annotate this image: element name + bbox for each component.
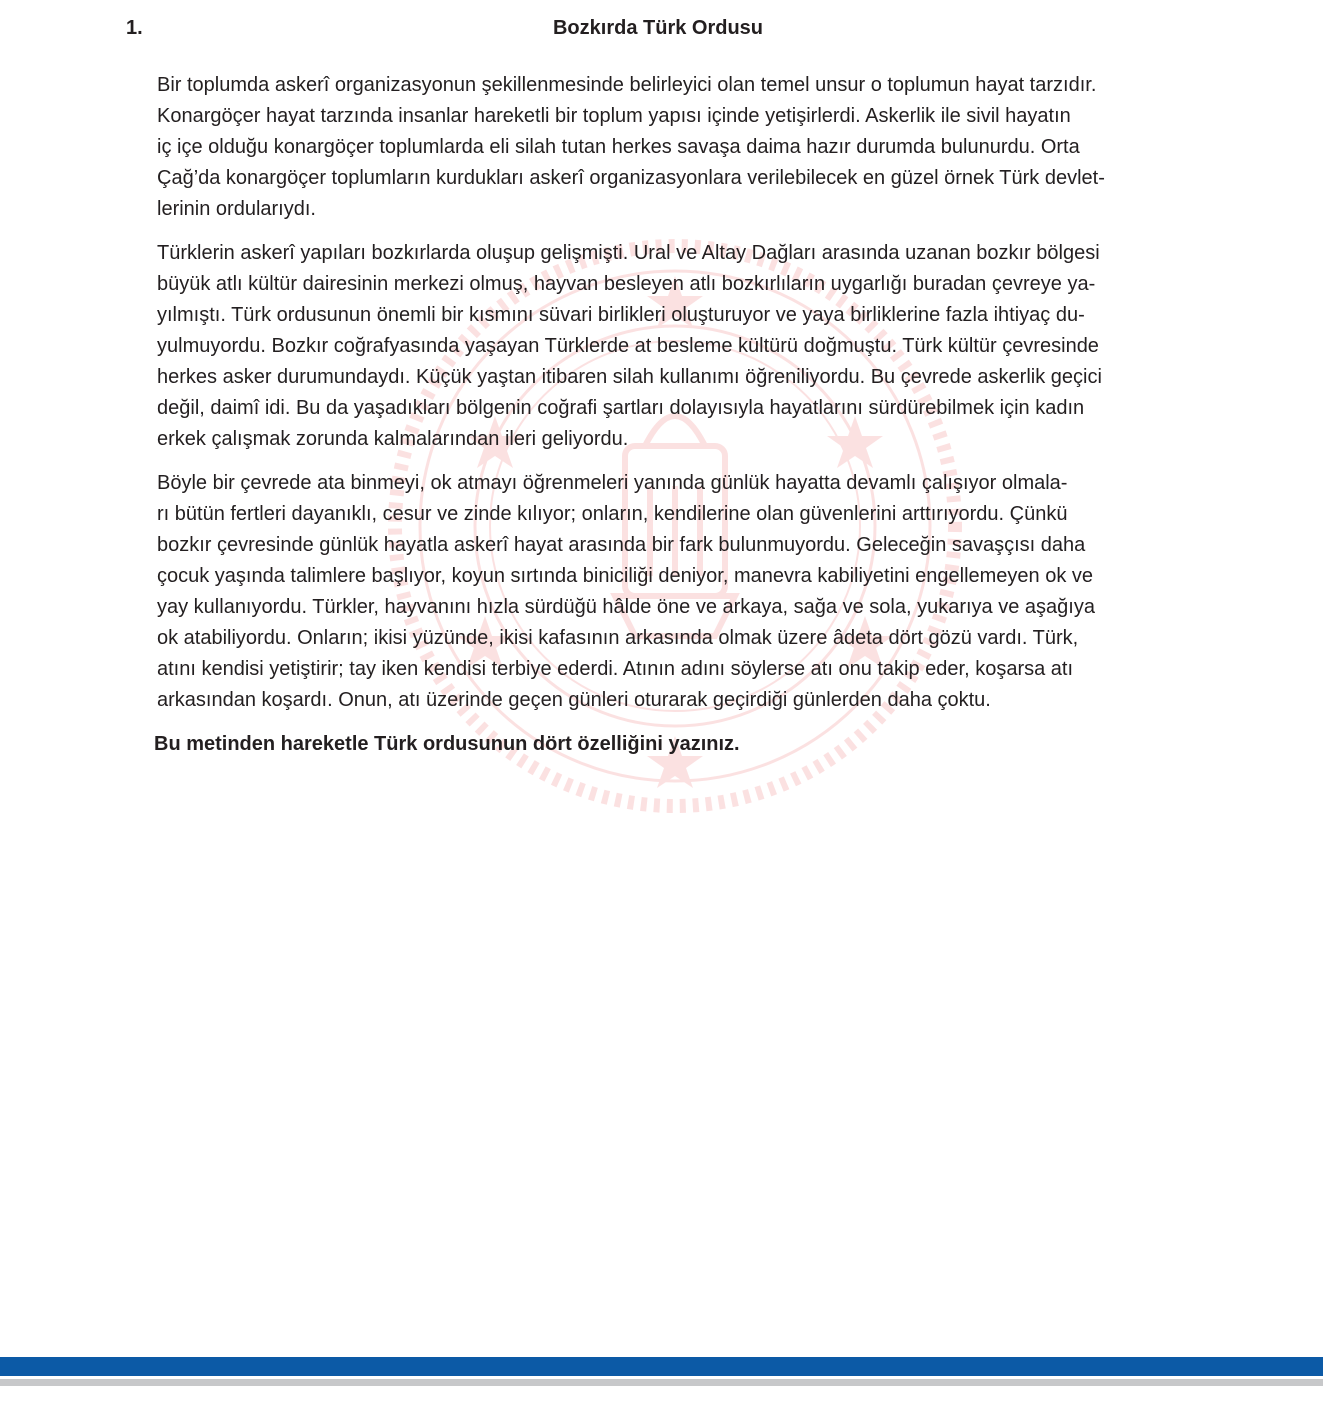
text-line: Çağ’da konargöçer toplumların kurdukları askerî organizasyonlara verilebilecek en güzel örnek Türk devlet-: [157, 167, 1105, 189]
question-title: Bozkırda Türk Ordusu: [552, 17, 764, 39]
passage: [157, 70, 1217, 729]
footer-blue-bar: [0, 1357, 1323, 1376]
paragraph: [157, 468, 1217, 716]
text-line: Bir toplumda askerî organizasyonun şekillenmesinde belirleyici olan temel unsur o toplumun hayat tarzıdır.: [157, 74, 1097, 96]
text-line: lerinin ordularıydı.: [157, 198, 316, 220]
text-line: Türklerin askerî yapıları bozkırlarda oluşup gelişmişti. Ural ve Altay Dağları arasında uzanan bozkır bölgesi: [157, 242, 1100, 264]
text-line: yılmıştı. Türk ordusunun önemli bir kısmını süvari birlikleri oluşturuyor ve yaya birliklerine fazla ihtiyaç du-: [157, 304, 1085, 326]
text-line: Böyle bir çevrede ata binmeyi, ok atmayı öğrenmeleri yanında günlük hayatta devamlı çalışıyor olmala-: [157, 472, 1068, 494]
text-line: bozkır çevresinde günlük hayatla askerî hayat arasında bir fark bulunmuyordu. Geleceğin savaşçısı daha: [157, 534, 1086, 556]
text-line: ok atabiliyordu. Onların; ikisi yüzünde, ikisi kafasının arkasında olmak üzere âdeta dört gözü vardı. Türk,: [157, 627, 1079, 649]
text-line: atını kendisi yetiştirir; tay iken kendisi terbiye ederdi. Atının adını söylerse atı onu takip eder, koşarsa atı: [157, 658, 1074, 680]
paragraph: [157, 70, 1217, 225]
text-line: yulmuyordu. Bozkır coğrafyasında yaşayan Türklerde at besleme kültürü doğmuştu. Türk kültür çevresinde: [157, 335, 1099, 357]
text-line: değil, daimî idi. Bu da yaşadıkları bölgenin coğrafi şartları dolayısıyla hayatlarını sürdürebilmek için kadın: [157, 397, 1085, 419]
text-line: Konargöçer hayat tarzında insanlar hareketli bir toplum yapısı içinde yetişirlerdi. Askerlik ile sivil hayatın: [157, 105, 1071, 127]
text-line: herkes asker durumundaydı. Küçük yaştan itibaren silah kullanımı öğreniliyordu. Bu çevrede askerlik geçici: [157, 366, 1102, 388]
text-line: çocuk yaşında talimlere başlıyor, koyun sırtında biniciliği deniyor, manevra kabiliyetini engellemeyen ok ve: [157, 565, 1094, 587]
text-line: rı bütün fertleri dayanıklı, cesur ve zinde kılıyor; onların, kendilerine olan güvenlerini arttırıyordu. Çünkü: [157, 503, 1068, 525]
text-line: erkek çalışmak zorunda kalmalarından ileri geliyordu.: [157, 428, 629, 450]
question-prompt: Bu metinden hareketle Türk ordusunun dört özelliğini yazınız.: [154, 733, 740, 755]
text-line: büyük atlı kültür dairesinin merkezi olmuş, hayvan besleyen atlı bozkırlıların uygarlığı buradan çevreye ya-: [157, 273, 1096, 295]
text-line: arkasından koşardı. Onun, atı üzerinde geçen günleri oturarak geçirdiği günlerden daha çoktu.: [157, 689, 991, 711]
question-number: 1.: [126, 17, 143, 39]
footer-grey-bar: [0, 1379, 1323, 1386]
paragraph: [157, 238, 1217, 455]
text-line: iç içe olduğu konargöçer toplumlarda eli silah tutan herkes savaşa daima hazır durumda bulunurdu. Orta: [157, 136, 1080, 158]
text-line: yay kullanıyordu. Türkler, hayvanını hızla sürdüğü hâlde öne ve arkaya, sağa ve sola, yukarıya ve aşağıya: [157, 596, 1095, 618]
